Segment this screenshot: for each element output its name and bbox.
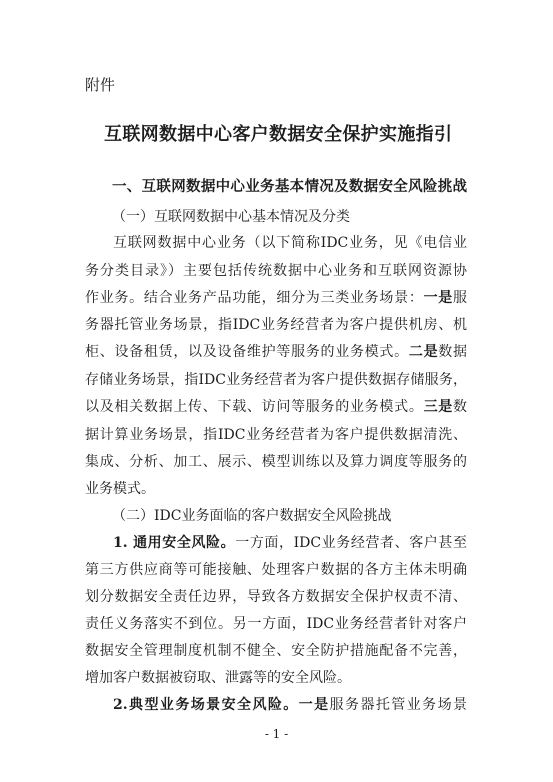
emphasis-text: 一是	[423, 290, 454, 306]
text-run: 数据安全管理制度机制不健全、安全防护措施配备不完善，	[85, 643, 467, 659]
text-run: 柜、设备租赁，以及设备维护等服务的业务模式。	[85, 344, 409, 360]
text-run: 据计算业务场景，指IDC业务经营者为客户提供数据清洗、	[85, 427, 467, 443]
emphasis-text: 1. 通用安全风险。	[113, 535, 236, 551]
emphasis-text: 二是	[408, 344, 439, 360]
paragraph-line	[85, 261, 467, 281]
paragraph-line	[85, 587, 467, 607]
paragraph-line	[85, 315, 467, 335]
text-run: 以及相关数据上传、下载、访问等服务的业务模式。	[85, 399, 424, 415]
emphasis-text: 三是	[423, 399, 454, 415]
paragraph-line	[85, 288, 467, 308]
document-title: 互联网数据中心客户数据安全保护实施指引	[104, 124, 452, 145]
paragraph-line	[85, 668, 467, 688]
text-run: 责任义务落实不到位。另一方面，IDC业务经营者针对客户	[85, 616, 467, 632]
paragraph-line	[85, 342, 467, 362]
paragraph-line	[85, 614, 467, 634]
paragraph-line	[85, 370, 467, 390]
text-run: 务分类目录》）主要包括传统数据中心业务和互联网资源协	[85, 263, 467, 279]
section-heading: 一、互联网数据中心业务基本情况及数据安全风险挑战	[112, 178, 467, 195]
text-run: 务器托管业务场景，指IDC业务经营者为客户提供机房、机	[85, 317, 467, 333]
text-run: 作业务。结合业务产品功能，细分为三类业务场景：	[85, 290, 424, 306]
text-run: 划分数据安全责任边界，导致各方数据安全保护权责不清、	[85, 589, 467, 605]
paragraph-line	[85, 425, 467, 445]
text-run: 数	[453, 399, 467, 415]
paragraph-line	[113, 233, 467, 253]
attachment-label: 附件	[85, 76, 116, 94]
text-run: 服务器托管业务场景	[329, 697, 467, 713]
text-run: 存储业务场景，指IDC业务经营者为客户提供数据存储服务，	[85, 372, 467, 388]
text-run: 第三方供应商等可能接触、处理客户数据的各方主体未明确	[85, 562, 467, 578]
subsection-heading: （一）互联网数据中心基本情况及分类	[112, 209, 350, 225]
text-run: 互联网数据中心业务（以下简称IDC业务，见《电信业	[113, 235, 467, 251]
page-number: - 1 -	[264, 727, 289, 741]
emphasis-text: 2.典型业务场景安全风险。一是	[113, 697, 330, 713]
text-run: 一方面，IDC业务经营者、客户甚至	[235, 535, 467, 551]
paragraph-line	[85, 479, 467, 499]
paragraph-line	[85, 452, 467, 472]
paragraph-line	[85, 641, 467, 661]
text-run: 服	[453, 290, 467, 306]
text-run: 业务模式。	[85, 481, 155, 497]
text-run: 增加客户数据被窃取、泄露等的安全风险。	[85, 670, 351, 686]
paragraph-line	[85, 560, 467, 580]
paragraph-line	[113, 533, 467, 553]
paragraph-line	[113, 695, 467, 715]
text-run: 集成、分析、加工、展示、模型训练以及算力调度等服务的	[85, 454, 467, 470]
text-run: 数据	[438, 344, 467, 360]
paragraph-line	[85, 397, 467, 417]
subsection-heading: （二）IDC业务面临的客户数据安全风险挑战	[112, 508, 392, 524]
